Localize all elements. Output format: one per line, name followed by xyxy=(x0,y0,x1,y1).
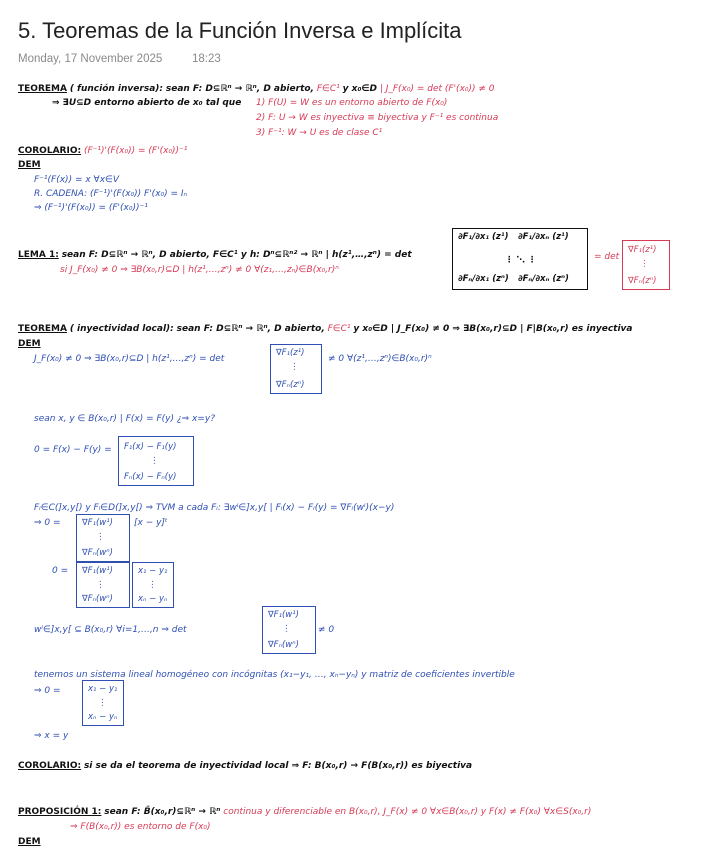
label: PROPOSICIÓN 1: xyxy=(18,807,102,817)
dem2-line4: Fᵢ∈C(]x,y[) y Fᵢ∈D(]x,y[) ⇒ TVM a cada Fᵢ: ∃wⁱ∈]x,y[ | Fᵢ(x) − Fᵢ(y) = ∇Fᵢ(wⁱ)(x−y) xyxy=(34,503,395,513)
page-title: 5. Teoremas de la Función Inversa e Implícita xyxy=(18,18,462,43)
text: (F⁻¹)'(F(x₀)) = (F'(x₀))⁻¹ xyxy=(83,146,188,156)
page-time: 18:23 xyxy=(192,53,221,65)
text: continua y diferenciable en B(x₀,r), xyxy=(223,807,381,817)
label: LEMA 1: xyxy=(18,250,59,260)
dem2-line7b: ≠ 0 xyxy=(318,625,335,635)
teorema-name: ( inyectividad local): xyxy=(69,324,174,334)
teorema-inversa-c2: 2) F: U → W es inyectiva ≡ biyectiva y F⁻¹ es continua xyxy=(256,113,499,123)
dem2-line10: ⇒ x = y xyxy=(34,731,69,741)
matrix-cell: ∂Fₙ/∂x₁ (zⁿ) xyxy=(458,274,509,284)
proposicion-1-line1 xyxy=(18,807,591,818)
vector-ellipsis: ⋮ xyxy=(96,580,105,590)
dem1-line3: ⇒ (F⁻¹)'(F(x₀)) = (F'(x₀))⁻¹ xyxy=(34,203,148,213)
vector-cell: F₁(x) − F₁(y) xyxy=(124,442,177,452)
vector-ellipsis: ⋮ xyxy=(96,532,105,542)
dem2-line1: J_F(x₀) ≠ 0 ⇒ ∃B(x₀,r)⊆D | h(z¹,…,zⁿ) = det xyxy=(34,354,225,364)
dem2-line5b: [x − y]ᵗ xyxy=(134,518,168,528)
lema-1-line1 xyxy=(18,250,412,261)
dem2-line6: 0 = xyxy=(52,566,69,576)
dem2-line3: 0 = F(x) − F(y) = xyxy=(34,445,112,455)
teorema-name: ( función inversa): xyxy=(69,84,163,94)
vector-cell: ∇Fₙ(zⁿ) xyxy=(628,276,657,286)
vector-cell: ∇Fₙ(wⁿ) xyxy=(268,640,299,650)
vector-ellipsis: ⋮ xyxy=(98,698,107,708)
teorema-inversa-line2: ⇒ ∃U⊆D entorno abierto de x₀ tal que xyxy=(52,98,242,108)
teorema-inyectividad-line1 xyxy=(18,324,633,335)
vector-ellipsis: ⋮ xyxy=(640,259,649,269)
label: COROLARIO: xyxy=(18,146,82,156)
dem2-line5: ⇒ 0 = xyxy=(34,518,61,528)
dem-label: DEM xyxy=(18,339,41,349)
vector-cell: ∇F₁(w¹) xyxy=(268,610,299,620)
text: sean F: D⊆ℝⁿ → ℝⁿ, D abierto, xyxy=(165,84,314,94)
text: sean F: B̄(x₀,r)⊆ℝⁿ → ℝⁿ xyxy=(104,807,221,817)
label: COROLARIO: xyxy=(18,761,82,771)
matrix-cell: ∂Fₙ/∂xₙ (zⁿ) xyxy=(518,274,569,284)
vector-cell: x₁ − y₁ xyxy=(88,684,118,694)
vector-cell: ∇F₁(w¹) xyxy=(82,518,113,528)
vector-ellipsis: ⋮ xyxy=(150,456,159,466)
vector-cell: Fₙ(x) − Fₙ(y) xyxy=(124,472,177,482)
matrix-cell: ∂F₁/∂x₁ (z¹) xyxy=(458,232,509,242)
vector-cell: x₁ − y₁ xyxy=(138,566,168,576)
vector-ellipsis: ⋮ xyxy=(282,624,291,634)
teorema-inversa-c3: 3) F⁻¹: W → U es de clase C¹ xyxy=(256,128,383,138)
vector-cell: ∇Fₙ(wⁿ) xyxy=(82,548,113,558)
text: F∈C¹ xyxy=(316,84,340,94)
label: TEOREMA xyxy=(18,84,67,94)
dem2-line8: tenemos un sistema lineal homogéneo con incógnitas (x₁−y₁, …, xₙ−yₙ) y matriz de coeficientes invertible xyxy=(34,670,515,680)
dem-label: DEM xyxy=(18,837,41,847)
text: y x₀∈D xyxy=(342,84,377,94)
vector-cell: ∇F₁(z¹) xyxy=(276,348,305,358)
corolario-2 xyxy=(18,761,472,772)
vector-ellipsis: ⋮ xyxy=(148,580,157,590)
dem2-line2: sean x, y ∈ B(x₀,r) | F(x) = F(y) ¿⇒ x=y? xyxy=(34,414,216,424)
matrix-ellipsis: ⋮ ⋱ ⋮ xyxy=(505,255,537,265)
vector-cell: ∇F₁(z¹) xyxy=(628,245,657,255)
text: sean F: D⊆ℝⁿ → ℝⁿ, D abierto, F∈C¹ y h: Dⁿ⊆ℝⁿ² → ℝⁿ | h(z¹,…,zⁿ) = det xyxy=(61,250,412,260)
dem2-line7: wⁱ∈]x,y[ ⊆ B(x₀,r) ∀i=1,…,n ⇒ det xyxy=(34,625,187,635)
page-date: Monday, 17 November 2025 xyxy=(18,53,163,65)
text: | J_F(x₀) = det (F'(x₀)) ≠ 0 xyxy=(379,84,495,94)
text: si se da el teorema de inyectividad local ⇒ F: B(x₀,r) → F(B(x₀,r)) es biyectiva xyxy=(83,761,473,771)
text: sean F: D⊆ℝⁿ → ℝⁿ, D abierto, xyxy=(176,324,325,334)
dem1-line1: F⁻¹(F(x)) = x ∀x∈V xyxy=(34,175,120,185)
proposicion-1-line2: ⇒ F(B(x₀,r)) es entorno de F(x₀) xyxy=(70,822,211,832)
label: TEOREMA xyxy=(18,324,67,334)
text: J_F(x) ≠ 0 ∀x∈B(x₀,r) y F(x) ≠ F(x₀) ∀x∈S(x₀,r) xyxy=(383,807,592,817)
dem2-line1b: ≠ 0 ∀(z¹,…,zⁿ)∈B(x₀,r)ⁿ xyxy=(328,354,432,364)
corolario-1 xyxy=(18,146,187,157)
vector-cell: ∇Fₙ(zⁿ) xyxy=(276,380,305,390)
dem-label: DEM xyxy=(18,160,41,170)
text: y x₀∈D | J_F(x₀) ≠ 0 ⇒ ∃B(x₀,r)⊆D | F|B(x₀,r) es inyectiva xyxy=(353,324,633,334)
dem1-line2: R. CADENA: (F⁻¹)'(F(x₀)) F'(x₀) = Iₙ xyxy=(34,189,188,199)
teorema-inversa-line1 xyxy=(18,84,495,95)
vector-cell: xₙ − yₙ xyxy=(88,712,118,722)
teorema-inversa-c1: 1) F(U) = W es un entorno abierto de F(x₀) xyxy=(256,98,448,108)
vector-cell: xₙ − yₙ xyxy=(138,594,168,604)
lema-1-line2: si J_F(x₀) ≠ 0 ⇒ ∃B(x₀,r)⊆D | h(z¹,…,zⁿ) ≠ 0 ∀(z₁,…,zₙ)∈B(x₀,r)ⁿ xyxy=(60,265,339,275)
vector-cell: ∇F₁(w¹) xyxy=(82,566,113,576)
dem2-line9: ⇒ 0 = xyxy=(34,686,61,696)
matrix-cell: ∂F₁/∂xₙ (z¹) xyxy=(518,232,569,242)
vector-cell: ∇Fₙ(wⁿ) xyxy=(82,594,113,604)
lema-eq: = det xyxy=(594,252,620,262)
text: F∈C¹ xyxy=(327,324,351,334)
vector-ellipsis: ⋮ xyxy=(290,362,299,372)
